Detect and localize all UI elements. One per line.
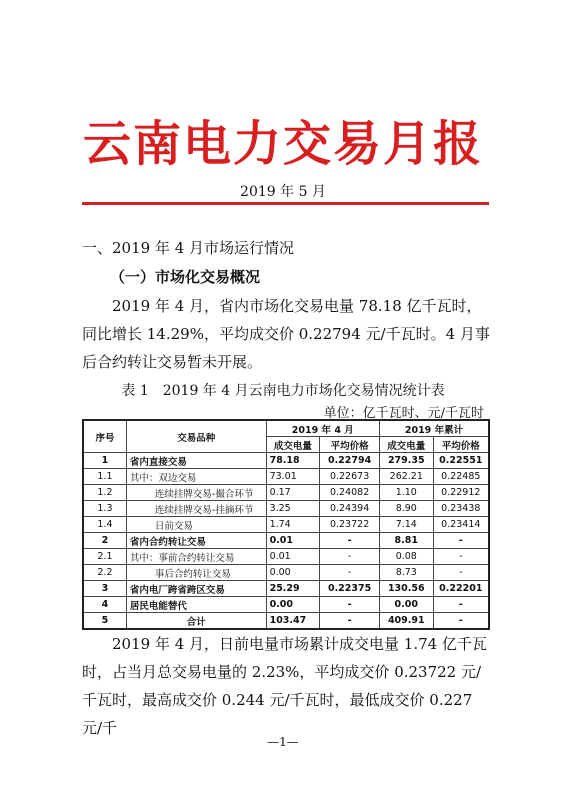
cell-price-cum: 0.22485: [433, 469, 489, 485]
cell-volume: 0.01: [266, 533, 320, 549]
cell-price-cum: -: [433, 565, 489, 581]
cell-price-cum: -: [433, 597, 489, 613]
header-no: 序号: [83, 420, 126, 453]
table-row: [83, 613, 489, 630]
cell-volume: 103.47: [266, 613, 320, 630]
cell-no: 2: [83, 533, 126, 549]
cell-price-cum: 0.23414: [433, 517, 489, 533]
cell-volume-cum: 130.56: [379, 581, 433, 597]
paragraph-1-text: 2019 年 4 月，省内市场化交易电量 78.18 亿千瓦时，同比增长 14.29%，平均成交价 0.22794 元/千瓦时。4 月事后合约转让交易暂未开展。: [82, 297, 490, 371]
table-row: [83, 485, 489, 501]
page-number: —1—: [267, 735, 299, 749]
cell-no: 4: [83, 597, 126, 613]
table-row: [83, 581, 489, 597]
paragraph-2-text: 2019 年 4 月，日前电量市场累计成交电量 1.74 亿千瓦时，占当月总交易电量的 2.23%，平均成交价 0.23722 元/千瓦时，最高成交价 0.244 元/千瓦时，最低成交价 0.227 元/千: [82, 635, 487, 737]
cell-no: 5: [83, 613, 126, 630]
cell-price: 0.24394: [320, 501, 380, 517]
table-caption: 表 1 2019 年 4 月云南电力市场化交易情况统计表: [121, 383, 445, 399]
cell-item: 连续挂牌交易-撮合环节: [126, 485, 266, 501]
cell-price: 0.24082: [320, 485, 380, 501]
cell-volume-cum: 8.90: [379, 501, 433, 517]
cell-price-cum: 0.22551: [433, 453, 489, 469]
cell-price-cum: 0.22201: [433, 581, 489, 597]
cell-volume-cum: 409.91: [379, 613, 433, 630]
cell-price: -: [320, 597, 380, 613]
cell-item: 其中：双边交易: [126, 469, 266, 485]
cell-no: 3: [83, 581, 126, 597]
cell-price: -: [320, 565, 380, 581]
subsection-heading: （一）市场化交易概况: [110, 268, 261, 286]
section-heading: 一、2019 年 4 月市场运行情况: [82, 239, 295, 257]
cell-price: -: [320, 533, 380, 549]
table-row: [83, 549, 489, 565]
cell-volume: 78.18: [266, 453, 320, 469]
cell-item: 省内电厂跨省跨区交易: [126, 581, 266, 597]
cell-item: 居民电能替代: [126, 597, 266, 613]
cell-volume: 0.01: [266, 549, 320, 565]
cell-volume: 0.00: [266, 565, 320, 581]
cell-volume-cum: 279.35: [379, 453, 433, 469]
table-row: [83, 597, 489, 613]
header-price: 平均价格: [433, 437, 489, 453]
cell-volume-cum: 262.21: [379, 469, 433, 485]
cell-volume-cum: 0.00: [379, 597, 433, 613]
title-divider: [82, 202, 489, 205]
report-title: 云南电力交易月报: [82, 116, 483, 172]
header-month-group: 2019 年 4 月: [266, 420, 379, 437]
cell-item: 事后合约转让交易: [126, 565, 266, 581]
cell-price: 0.22794: [320, 453, 380, 469]
cell-no: 1.1: [83, 469, 126, 485]
cell-item: 其中：事前合约转让交易: [126, 549, 266, 565]
cell-volume: 73.01: [266, 469, 320, 485]
cell-item: 连续挂牌交易-挂摘环节: [126, 501, 266, 517]
cell-volume: 3.25: [266, 501, 320, 517]
table-unit: 单位：亿千瓦时、元/千瓦时: [323, 406, 484, 421]
table-row: [83, 565, 489, 581]
cell-no: 1.4: [83, 517, 126, 533]
header-volume: 成交电量: [379, 437, 433, 453]
header-cumulative-group: 2019 年累计: [379, 420, 489, 437]
cell-price-cum: -: [433, 549, 489, 565]
cell-price: 0.22375: [320, 581, 380, 597]
cell-item: 省内直接交易: [126, 453, 266, 469]
cell-no: 2.1: [83, 549, 126, 565]
market-trade-table: [82, 419, 490, 630]
cell-item: 合计: [126, 613, 266, 630]
cell-volume: 0.00: [266, 597, 320, 613]
cell-volume-cum: 0.08: [379, 549, 433, 565]
cell-price-cum: -: [433, 533, 489, 549]
cell-item: 省内合约转让交易: [126, 533, 266, 549]
report-date: 2019 年 5 月: [240, 184, 326, 200]
cell-price-cum: 0.22912: [433, 485, 489, 501]
table-row: [83, 517, 489, 533]
cell-price-cum: 0.23438: [433, 501, 489, 517]
cell-price: -: [320, 613, 380, 630]
paragraph-1: [82, 292, 492, 376]
cell-volume-cum: 8.73: [379, 565, 433, 581]
cell-no: 1: [83, 453, 126, 469]
header-price: 平均价格: [320, 437, 380, 453]
paragraph-2: [82, 630, 492, 742]
cell-price: 0.22673: [320, 469, 380, 485]
table-row: [83, 453, 489, 469]
table-row: [83, 501, 489, 517]
cell-volume-cum: 7.14: [379, 517, 433, 533]
cell-volume-cum: 8.81: [379, 533, 433, 549]
cell-volume-cum: 1.10: [379, 485, 433, 501]
cell-no: 1.2: [83, 485, 126, 501]
cell-volume: 1.74: [266, 517, 320, 533]
cell-price: -: [320, 549, 380, 565]
header-volume: 成交电量: [266, 437, 320, 453]
cell-no: 1.3: [83, 501, 126, 517]
cell-volume: 0.17: [266, 485, 320, 501]
cell-no: 2.2: [83, 565, 126, 581]
table-row: [83, 533, 489, 549]
table-row: [83, 469, 489, 485]
cell-volume: 25.29: [266, 581, 320, 597]
cell-price: 0.23722: [320, 517, 380, 533]
header-item: 交易品种: [126, 420, 266, 453]
cell-item: 日前交易: [126, 517, 266, 533]
cell-price-cum: -: [433, 613, 489, 630]
